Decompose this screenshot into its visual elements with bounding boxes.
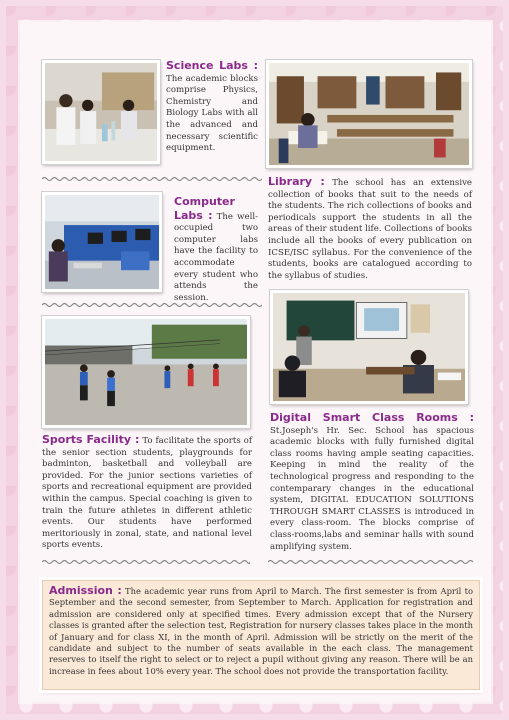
smart-class-heading: Digital Smart Class Rooms : (270, 411, 474, 424)
sports-photo (42, 316, 250, 428)
admission-body: The academic year runs from April to March. The first semester is from April to September and the second semester, from September to March. Application for registration and admission are considered only at specified times. Every admission except that of the Nursery classes is granted after the selection test, Registration for nursery classes takes place in the month of January and for class XI, in the month of April. Admission will be strictly on the merit of the candidate and subject to the number of seats available in the each class. The management reserves to itself the right to select or to reject a pupil without giving any reason. There will be an increase in fees about 10% every year. The school does not provide the transportation facility. (49, 586, 473, 676)
sports-text (42, 434, 252, 552)
library-body: The school has an extensive collection of books that suit to the needs of the students. The rich collections of books and periodicals support the students in all the areas of their student life. Collections of books include all the books of every publication on ICSE/ISC syllabus. For the convenience of the students, books are catalogued according to the syllabus of studies. (268, 178, 473, 281)
computer-lab-photo (42, 192, 162, 292)
admission-heading: Admission : (49, 584, 122, 597)
smart-class-photo (270, 290, 468, 404)
library-photo (266, 60, 472, 168)
wavy-divider (42, 302, 262, 308)
wavy-divider (268, 559, 474, 565)
science-labs-heading: Science Labs : (166, 59, 258, 72)
computer-labs-heading: Computer Labs : (174, 195, 235, 222)
library-heading: Library : (268, 175, 325, 188)
admission-text (49, 585, 473, 677)
science-lab-photo (42, 60, 160, 164)
computer-labs-body: The well-occupied two computer labs have the facility to accommodate every student who attends the session. (174, 211, 258, 303)
smart-class-body: St.Joseph's Hr. Sec. School has spacious academic blocks with fully furnished digital class rooms having ample seating capacities. Keeping in mind the reality of the technological progress and responding to the contemparary changes in the educational system, DIGITAL EDUCATION SOLUTIONS THROUGH SMART CLASSES is introduced in every class-room. The blocks comprise of class-rooms,labs and seminar halls with sound amplifying system. (270, 425, 474, 552)
science-labs-body: The academic blocks comprise Physics, Chemistry and Biology Labs with all the advanced and necessary scientific equipment. (166, 73, 258, 154)
science-labs-text (166, 60, 258, 155)
wavy-divider (42, 559, 250, 565)
wavy-divider (42, 176, 262, 182)
computer-labs-text (174, 196, 258, 304)
admission-box (42, 580, 480, 690)
sports-body: To facilitate the sports of the senior section students, playgrounds for badminton, basketball and volleyball are provided. For the junior sections varieties of sports and recreational equipment are provided within the campus. Special coaching is given to train the future athletes in different athletic events. Our students have performed meritoriously in zonal, state, and national level sports events. (42, 436, 252, 551)
smart-class-text (270, 412, 474, 553)
brochure-page (6, 6, 503, 714)
library-text (268, 176, 472, 282)
sports-heading: Sports Facility : (42, 433, 140, 446)
